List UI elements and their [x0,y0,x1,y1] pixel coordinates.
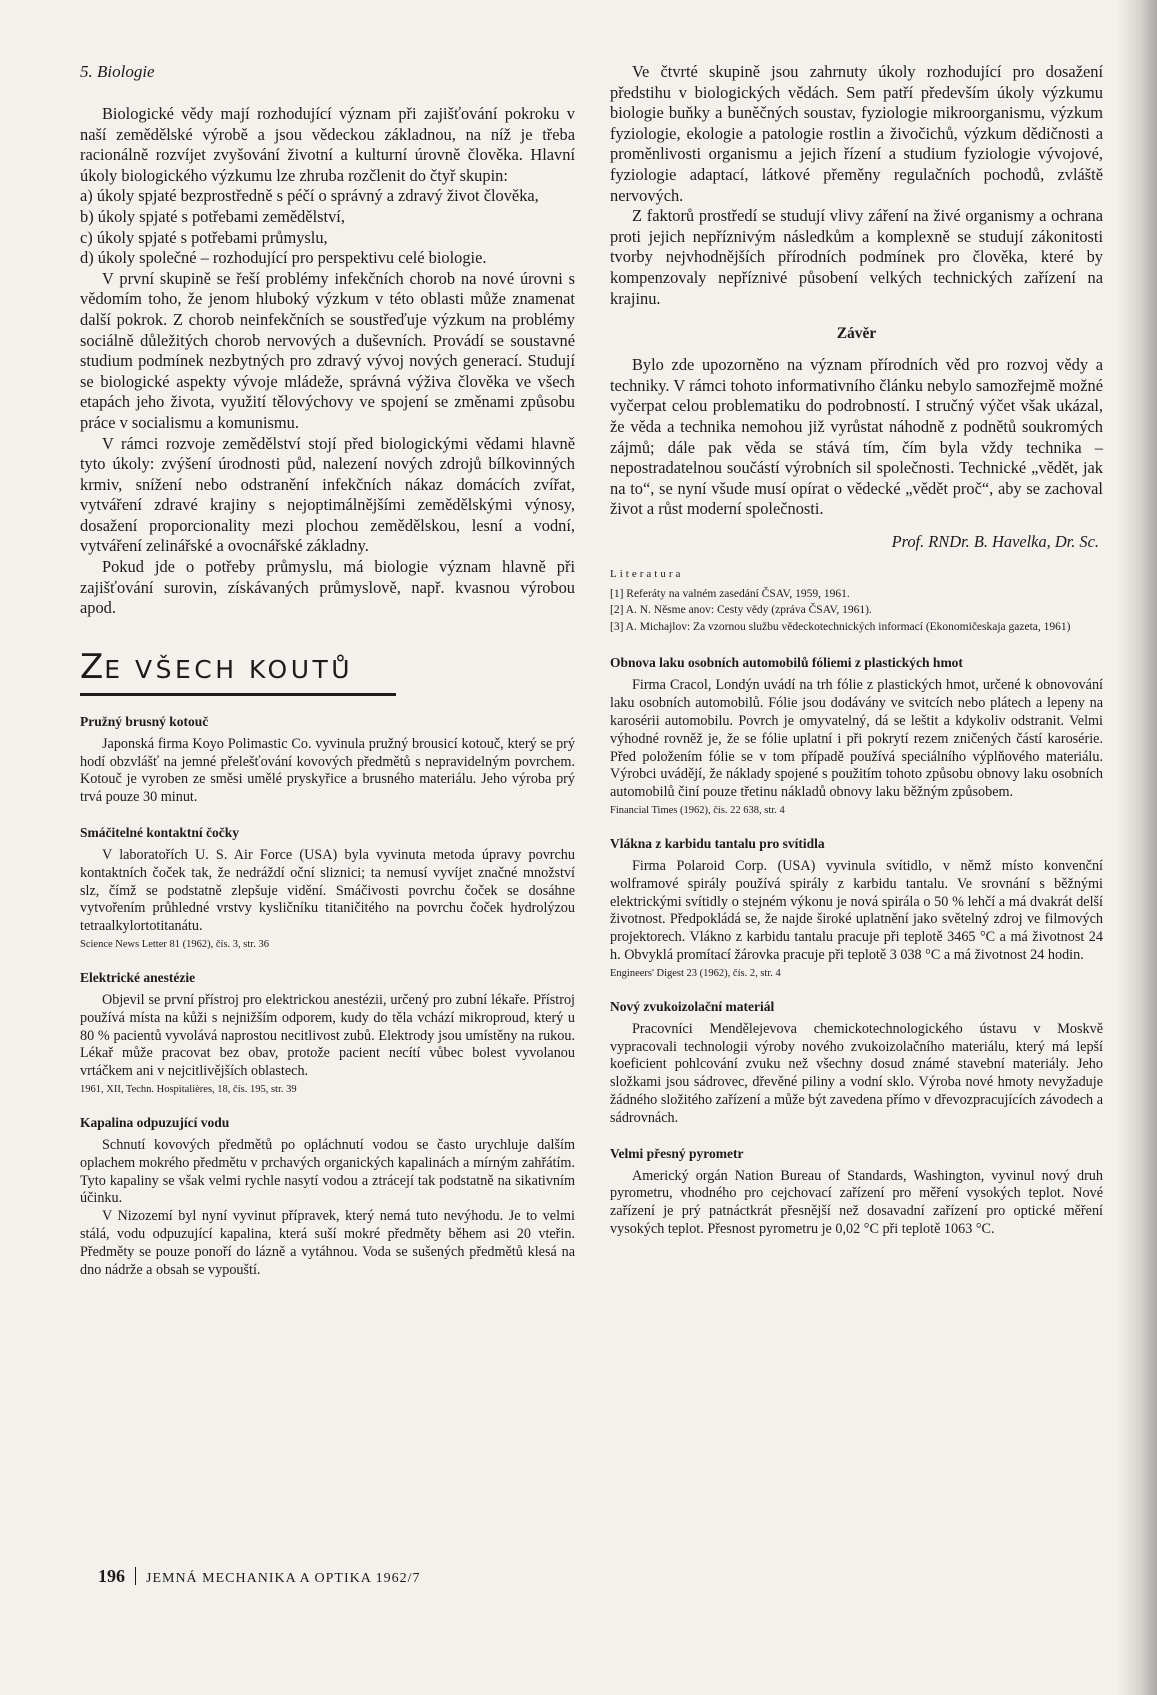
author-signature: Prof. RNDr. B. Havelka, Dr. Sc. [891,531,1099,551]
article-title: Smáčitelné kontaktní čočky [80,825,240,841]
list-item: [2] A. N. Něsme anov: Cesty vědy (zpráva ČSAV, 1961). [610,604,872,617]
list-item: b) úkoly spjaté s potřebami zemědělství, [80,206,345,226]
section-title-initial: Z [80,646,105,687]
biology-intro: Biologické vědy mají rozhodující význam při zajišťování pokroku v naší zemědělské výrobě a jsou vědeckou základnou, na níž je třeba racionálně rozvíjet zvyšování životní a kulturní úrovně člověka. Hlavní úkoly biologického výzkumu lze zhruba rozčlenit do čtyř skupin: [80,104,575,185]
article-title: Velmi přesný pyrometr [610,1145,744,1161]
left-column [80,62,575,1279]
conclusion-body [610,355,1103,520]
conclusion-title: Závěr [836,325,877,343]
right-column [610,62,1103,1239]
news-article [80,825,575,952]
page-edge-shadow [1117,0,1157,1695]
article-text: Japonská firma Koyo Polimastic Co. vyvinula pružný brousicí kotouč, který se prý hodí obzvlášť na jemné přelešťování kovových předmětů s nepravidelným povrchem. Kotouč je vyroben ze směsi umělé pryskyřice a brusného materiálu. Jeho výroba prý trvá pouze 30 minut. [80,735,575,806]
paragraph: Z faktorů prostředí se studují vlivy záření na živé organismy a ochrana proti jejich nepříznivým následkům a komplexně se studují zákonitosti tvorby nejvhodnějších přírodních podmínek pro člověka, které by kompenzovaly nepříznivé působení velkých technických zařízení na krajinu. [610,206,1103,308]
news-article [610,655,1103,818]
list-item: d) úkoly společné – rozhodující pro perspektivu celé biologie. [80,248,487,268]
article-text: Firma Cracol, Londýn uvádí na trh fólie z plastických hmot, určené k obnovování laku osobních automobilů. Fólie jsou dodávány ve svitcích nebo plátech a lepeny na karosérii automobilu. Povrch je omyvatelný, dá se leštit a kdykoliv odstranit. Velmi výhodné rovněž je, že se fólie uplatní i při pokrytí rezem zničených částí karosérie. Před položením fólie se v tom případě používá speciálního výplňového materiálu. Výrobci uvádějí, že náklady spojené s použitím tohoto způsobu obnovy laku osobních automobilů činí pouze třetinu nákladů obnovy laku běžným způsobem. [610,677,1103,801]
biology-task-list [80,186,575,268]
page-number: 196 [98,1566,125,1586]
footer-divider [135,1567,136,1585]
article-title: Vlákna z karbidu tantalu pro svítidla [610,835,825,851]
article-text: Schnutí kovových předmětů po opláchnutí vodou se často urychluje dalším oplachem mokrého předmětu v prchavých organických kapalinách a mírným zahřátím. Tyto kapaliny se však velmi rychle nasytí vodou a ztrácejí tak podstatně na sikativním účinku. [80,1137,575,1207]
paragraph: Ve čtvrté skupině jsou zahrnuty úkoly rozhodující pro dosažení předstihu v biologických vědách. Sem patří především úkoly výzkumu biologie buňky a buněčných soustav, fyziologie mikroorganismu, výzkum fyziologie, ekologie a patologie rostlin a živočichů, výzkum dědičnosti a proměnlivosti organismu a jejich řízení a studium fyziologie vývojové, fyziologie adaptací, látkové přeměny regulačních pochodů, zvláště nervových. [610,62,1103,205]
article-text: Pracovníci Mendělejevova chemickotechnologického ústavu v Moskvě vypracovali technologii výroby nového zvukoizolačního materiálu, který má lepší koeficient pohlcování zvuku než všechny dosud známé stavební materiály. Jeho složkami jsou sádrovec, dřevěné piliny a vodní sklo. Výroba nové hmoty nevyžaduje žádného složitého zařízení a může být zavedena přímo v dřevozpracujících závodech a sádrovnách. [610,1020,1103,1126]
article-title: Nový zvukoizolační materiál [610,998,775,1014]
paragraph: V rámci rozvoje zemědělství stojí před biologickými vědami hlavně tyto úkoly: zvýšení úrodnosti půd, nalezení nových zdrojů bílkovinných krmiv, snížení nebo odstranění infekčních nákaz domácích zvířat, vytváření zdravé krajiny s nejoptimálnějšími zemědělskými výnosy, dosažení proporcionality mezi plochou zemědělskou, lesní a vodní, vytváření zelinářské a ovocnářské základny. [80,433,575,556]
list-item: [1] Referáty na valném zasedání ČSAV, 1959, 1961. [610,587,850,600]
section-title-rest: E VŠECH KOUTŮ [104,654,354,684]
article-text: V Nizozemí byl nyní vyvinut přípravek, který nemá tuto nevýhodu. Je to velmi stálá, vodu odpuzující kapalina, která suší mokré předměty během asi 20 vteřin. Předměty se pouze ponoří do lázně a vytáhnou. Voda se sušených předmětů klesá na dno nádrže a obsah se vypouští. [80,1208,575,1278]
news-article [610,999,1103,1128]
article-text: Firma Polaroid Corp. (USA) vyvinula svítidlo, v němž místo konvenční wolframové spirály používá spirály z karbidu tantalu. Ve srovnání s běžnými elektrickými svítidly o stejném výkonu je nová spirála o 50 % lehčí a má dvakrát delší životnost. Předpokládá se, že najde široké uplatnění jako světelný zdroj ve filmových projektorech. Vlákno z karbidu tantalu pracuje při teplotě 3465 °C a má životnost 24 h. Obvyklá promítací žárovka pracuje při teplotě 3 038 °C a má životnost 24 hodin. [610,857,1103,963]
article-source: 1961, XII, Techn. Hospitalières, 18, čís. 195, str. 39 [80,1084,297,1095]
article-title: Kapalina odpuzující vodu [80,1115,230,1130]
news-article [610,836,1103,981]
article-text: V laboratořích U. S. Air Force (USA) byla vyvinuta metoda úpravy povrchu kontaktních čoček tak, že nedráždí oční sliznici; ta nemusí vyvíjet značné množství slz, čímž se podstatně zlepšuje vidění. Smáčivosti povrchu čoček se dosáhne vytvořením průhledné vrstvy kysličníku titaničitého na povrchu čoček hydrolýzou tetraalkylortotitanátu. [80,847,575,935]
news-article [80,1115,575,1279]
paragraph: Pokud jde o potřeby průmyslu, má biologie význam hlavně při zajišťování surovin, získávaných průmyslově, např. kvasnou výrobou apod. [80,557,575,618]
news-article [80,714,575,807]
list-item: [3] A. Michajlov: Za vzornou službu vědeckotechnických informací (Ekonomičeskaja gazeta, 1961) [610,620,1071,633]
article-title: Elektrické anestézie [80,970,196,986]
paragraph: V první skupině se řeší problémy infekčních chorob na nové úrovni s vědomím toho, že jenom hluboký výzkum v této oblasti může znamenat další pokrok. Z chorob neinfekčních se soustřeďuje výzkum na problémy sociálně důležitých chorob nervových a duševních. Provádí se soustavné studium podmínek nezbytných pro zdravý vývoj nových generací. Studují se biologické aspekty vývoje mládeže, správná výživa člověka ve všech etapách jeho života, využití tělovýchovy ve spojení se změnami způsobu práce v socialismu a komunismu. [80,268,575,432]
biology-paragraphs [80,269,575,619]
news-article [80,970,575,1097]
news-article [610,1146,1103,1239]
literature-title: Literatura [610,567,684,580]
list-item: a) úkoly spjaté bezprostředně s péčí o správný a zdravý život člověka, [80,186,539,206]
biology-heading: 5. Biologie [80,62,155,81]
article-text: Americký orgán Nation Bureau of Standards, Washington, vyvinul nový druh pyrometru, vhodného pro cejchovací zařízení pro měření vysokých teplot. Nové zařízení je prý patnáctkrát přesnější než dosavadní zařízení pro optické měření vysokých teplot. Přesnost pyrometru je 0,02 °C při teplotě 1063 °C. [610,1167,1103,1237]
biology-body [80,104,575,186]
page-footer [98,1566,420,1587]
journal-title: JEMNÁ MECHANIKA A OPTIKA 1962/7 [146,1571,421,1586]
article-source: Engineers' Digest 23 (1962), čís. 2, str. 4 [610,967,781,979]
article-text: Objevil se první přístroj pro elektrickou anestézii, určený pro zubní lékaře. Přístroj používá místa na kůži s nejnižším odporem, kudy do těla vchází mikroproud, který u 80 % pacientů vyvolává naprostou necitlivost zubů. Elektrody jsou umístěny na rukou. Lékař může pracovat bez obav, protože pacient necítí vůbec bolest vyvolanou vrtáčkem ani v nejcitlivějších oblastech. [80,992,575,1080]
article-title: Pružný brusný kotouč [80,713,209,729]
article-source: Science News Letter 81 (1962), čís. 3, str. 36 [80,939,269,951]
biology-continued [610,62,1103,309]
article-source: Financial Times (1962), čís. 22 638, str. 4 [610,804,785,816]
literature-list [610,586,1103,636]
list-item: c) úkoly spjaté s potřebami průmyslu, [80,227,328,247]
paragraph: Bylo zde upozorněno na význam přírodních věd pro rozvoj vědy a techniky. V rámci tohoto informativního článku nebylo samozřejmě možné vyčerpat celou problematiku do podrobností. I stručný výčet však ukázal, že věda a technika nemohou již vyrůstat náhodně z podnětů soukromých zájmů; dále pak věda se stává tím, čím byla vždy technika – nepostradatelnou součástí výrobních sil společnosti. Technické „vědět, jak na to“, se nyní všude musí opírat o vědecké „vědět proč“, aby se zachoval život a růst moderní společnosti. [610,355,1103,519]
section-title [80,647,396,696]
article-title: Obnova laku osobních automobilů fóliemi z plastických hmot [610,655,963,671]
